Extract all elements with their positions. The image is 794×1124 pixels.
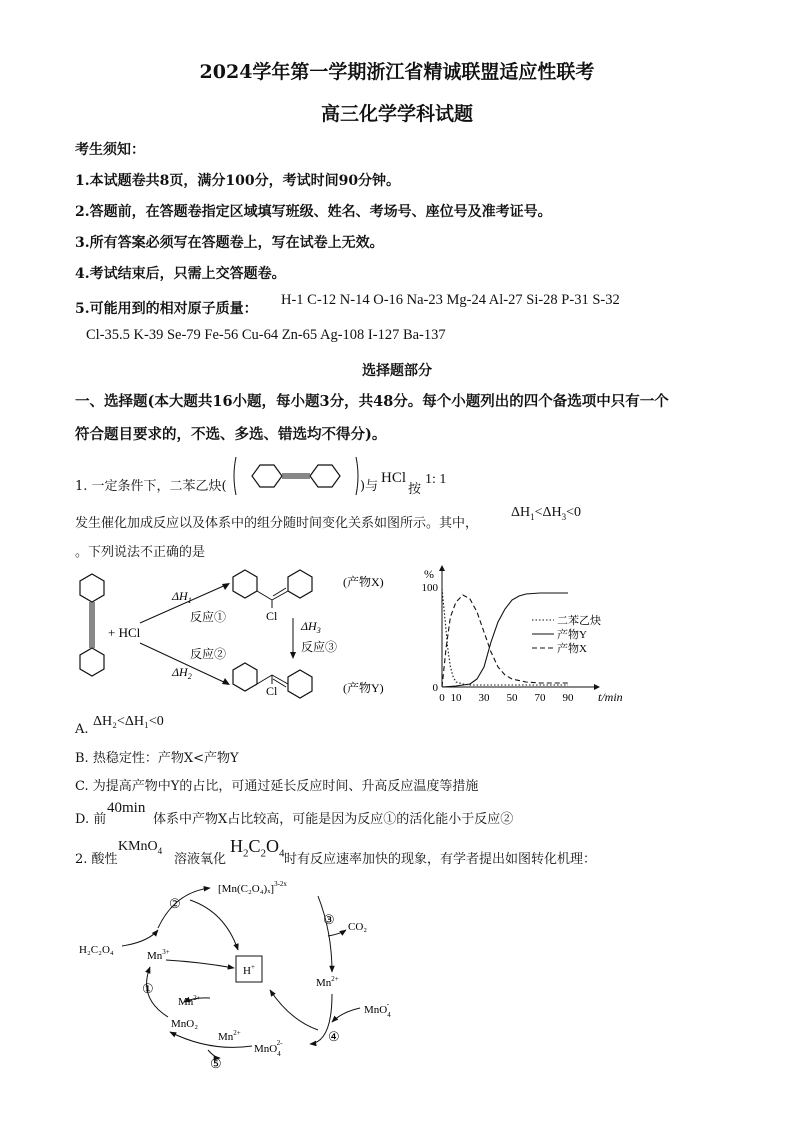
y-axis-label: %: [424, 567, 434, 581]
scheme-product-y: (产物Y): [343, 681, 384, 695]
cycle-h2c2o4: H₂C₂O₄: [79, 944, 114, 956]
q1-option-b: B. 热稳定性：产物X<产物Y: [75, 751, 239, 766]
q2-stem-a: 2. 酸性: [75, 852, 118, 867]
notice-item-3: 3.所有答案必须写在答题卷上，写在试卷上无效。: [75, 235, 384, 251]
scheme-product-x: (产物X): [343, 575, 384, 589]
notice-item-2: 2.答题前，在答题卷指定区域填写班级、姓名、考场号、座位号及准考证号。: [75, 204, 552, 220]
cycle-hplus: H+: [243, 963, 255, 977]
y-axis-arrow: [439, 565, 445, 571]
notice-item-1: 1.本试题卷共8页，满分100分，考试时间90分钟。: [75, 173, 401, 189]
cycle-mn2-left: $Mn^{2+}$: [178, 994, 201, 1008]
series-line-2: [442, 593, 568, 687]
q1-chart: [420, 562, 630, 710]
scheme-dh1: $\Delta H_1$: [172, 589, 192, 605]
scheme-r2: 反应②: [190, 647, 227, 661]
x-tick-label: 50: [506, 692, 518, 704]
cycle-step-2: ②: [169, 896, 181, 911]
q1-stem-b: )与: [360, 479, 379, 494]
x-axis-label: t/min: [598, 690, 623, 704]
q1-option-a: ΔH₂<ΔH₁<0: [93, 714, 164, 729]
q1-stem-c: 按: [408, 482, 422, 497]
section-heading-line-1: 一、选择题(本大题共16小题，每小题3分，共48分。每个小题列出的四个备选项中只有一个: [75, 393, 669, 410]
x-tick-label: 10: [450, 692, 462, 704]
x-tick-label: 90: [562, 692, 574, 704]
scheme-cl-y: Cl: [266, 684, 278, 698]
x-tick-label: 0: [439, 692, 445, 704]
q1-stem-3: 。下列说法不正确的是: [75, 545, 206, 560]
q1-option-c: C. 为提高产物中Y的占比，可通过延长反应时间、升高反应温度等措施: [75, 779, 479, 794]
atomic-mass-label: 5.可能用到的相对原子质量：: [75, 301, 258, 317]
cycle-mn3: $Mn^{3+}$: [147, 948, 170, 962]
q2-kmno4: KMnO$_4$: [118, 839, 163, 856]
scheme-dh2: $\Delta H_2$: [172, 665, 192, 681]
legend-label-1: 二苯乙炔: [557, 615, 601, 627]
section-heading-line-2: 符合题目要求的，不选、多选、错选均不得分)。: [75, 426, 387, 443]
q1-option-a-label: A.: [75, 722, 89, 737]
atomic-mass-line-1: H-1 C-12 N-14 O-16 Na-23 Mg-24 Al-27 Si-28 P-31 S-32: [281, 292, 620, 308]
q2-h2c2o4: $H_2C_2O_4$: [230, 836, 285, 860]
q1-stem-a: 1. 一定条件下，二苯乙炔(: [75, 479, 227, 494]
q1-option-d-a: D. 前: [75, 812, 107, 827]
x-tick-label: 30: [478, 692, 490, 704]
cycle-mn2-bottom: $Mn^{2+}$: [218, 1029, 241, 1043]
atomic-mass-line-2: Cl-35.5 K-39 Se-79 Fe-56 Cu-64 Zn-65 Ag-108 I-127 Ba-137: [86, 327, 446, 343]
q2-stem-b: 溶液氧化: [174, 852, 227, 867]
series-line-1: [442, 589, 568, 685]
y-tick-label: 100: [421, 582, 438, 594]
cycle-step-3: ③: [323, 912, 335, 927]
cycle-mno4: MnO$_4$-: [364, 1000, 391, 1019]
q1-ratio: 1: 1: [425, 472, 447, 487]
scheme-hcl: + HCl: [108, 625, 141, 640]
q2-stem-c: 时有反应速率加快的现象，有学者提出如图转化机理：: [284, 852, 597, 867]
y-tick-label: 0: [432, 682, 438, 694]
cycle-step-4: ④: [328, 1029, 340, 1044]
part-title: 选择题部分: [362, 363, 432, 379]
cycle-step-1: ①: [142, 981, 154, 996]
notice-heading: 考生须知：: [75, 142, 145, 158]
cycle-step-5: ⑤: [210, 1056, 222, 1071]
q2-mechanism-diagram: [70, 872, 430, 1078]
page-title: 2024学年第一学期浙江省精诚联盟适应性联考: [199, 61, 595, 83]
cycle-complex: $[Mn(C_2O_4)_x]^{3-2x}$: [218, 880, 287, 895]
cycle-mn2-right: $Mn^{2+}$: [316, 975, 339, 989]
x-tick-label: 70: [534, 692, 546, 704]
q1-hcl: HCl: [381, 470, 407, 486]
page-subtitle: 高三化学学科试题: [320, 103, 473, 125]
q1-reaction-scheme: [60, 560, 420, 710]
diphenylacetylene-structure: [232, 453, 360, 499]
cycle-mno42: MnO$_4$2-: [254, 1039, 283, 1058]
scheme-r3: 反应③: [301, 640, 338, 654]
q1-option-d-min: 40min: [107, 800, 146, 816]
scheme-dh3: $\Delta H_3$: [301, 619, 321, 635]
scheme-cl-x: Cl: [266, 609, 278, 623]
q1-option-d-b: 体系中产物X占比较高，可能是因为反应①的活化能小于反应②: [153, 812, 514, 827]
cycle-mno2: MnO₂: [171, 1018, 199, 1030]
cycle-co2: CO₂: [348, 921, 368, 933]
legend-label-2: 产物Y: [557, 629, 587, 641]
notice-item-4: 4.考试结束后，只需上交答题卷。: [75, 266, 286, 282]
q1-condition: $\Delta H_1<\Delta H_3<0$: [511, 505, 582, 522]
q1-stem-2: 发生催化加成反应以及体系中的组分随时间变化关系如图所示。其中，: [75, 516, 479, 531]
legend-label-3: 产物X: [557, 643, 587, 655]
scheme-r1: 反应①: [190, 610, 227, 624]
